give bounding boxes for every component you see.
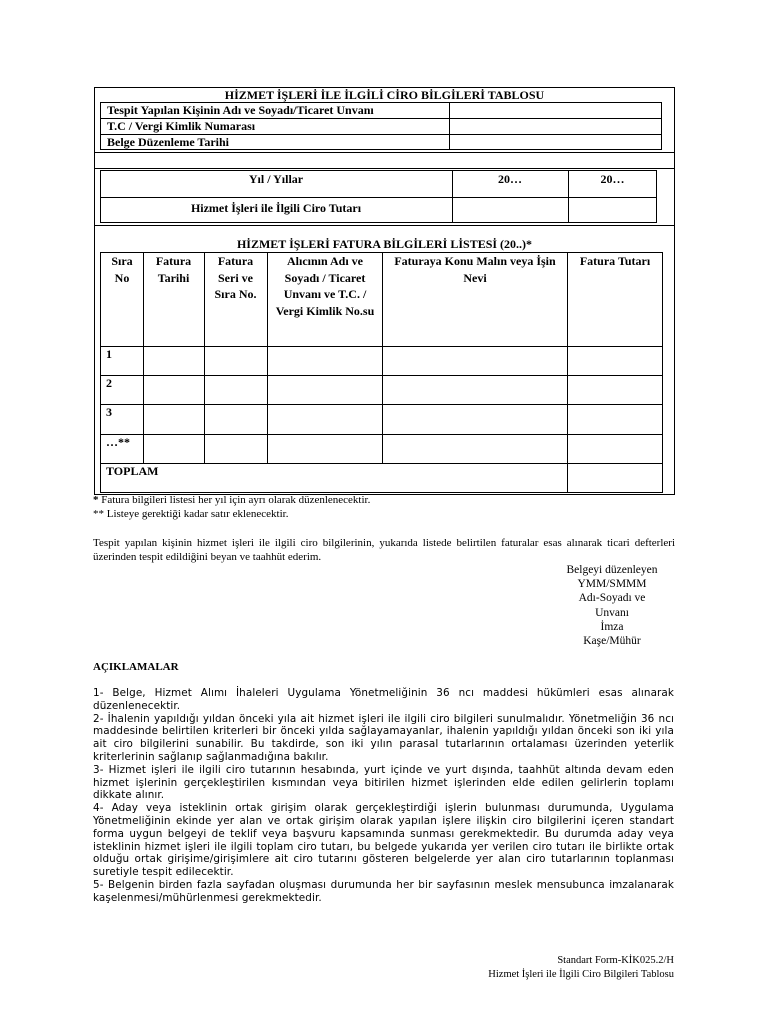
signature-line-5: İmza [600,620,624,633]
header-mal-nevi: Faturaya Konu Malın veya İşin Nevi [394,254,556,285]
signature-line-3: Adı-Soyadı ve [578,592,646,605]
header-fatura-tarihi: Fatura Tarihi [155,254,192,285]
explanation-item-2: 2- İhalenin yapıldığı yıldan önceki yıla ait hizmet işleri ile ilgili ciro bilgileri sunulmalıdır. Yönetmeliğin 36 ncı maddesinde belirtilen kriterleri bir önceki yılda sağlayamayanlar, ihalenin yapıldığı yıldan önceki son iki yıla ait ciro bilgilerini sunabilir. Bu takdirde, son iki yılın parasal tutarlarının ortalaması üzerinden yeterlik kriterlerinin sağlanıp sağlanmadığına bakılır. [93,712,674,763]
page-title: HİZMET İŞLERİ İLE İLGİLİ CİRO BİLGİLERİ TABLOSU [224,88,545,102]
explanation-item-3: 3- Hizmet işleri ile ilgili ciro tutarının hesabında, yurt içinde ve yurt dışında, taahhüt altında devam eden hizmet işlerinin gerçekleştirilen kısmından veya bitirilen hizmet işlerinden elde edilen gelirlerin toplamı dikkate alınır. [93,763,674,802]
info-label-date: Belge Düzenleme Tarihi [107,135,229,149]
explanation-item-5: 5- Belgenin birden fazla sayfadan oluşması durumunda her bir sayfasının meslek mensubunca imzalanarak kaşelenmesi/mühürlenmesi gerekmektedir. [93,878,674,904]
footnote-1-mark: * [93,494,99,506]
explanations-list [93,687,674,905]
row-label-1: 1 [106,347,112,361]
footnote-1 [93,494,370,507]
info-value-name[interactable] [454,103,659,117]
signature-line-4: Unvanı [595,606,629,619]
header-fatura-tutari: Fatura Tutarı [579,254,651,268]
signature-line-1: Belgeyi düzenleyen [566,564,658,576]
row-label-more: …** [106,435,130,449]
row-label-3: 3 [106,405,112,419]
info-value-date[interactable] [454,135,659,149]
year-2[interactable]: 20… [600,172,625,186]
signature-line-6: Kaşe/Mühür [583,635,641,648]
footnote-1-text: Fatura bilgileri listesi her yıl için ayrı olarak düzenlenecektir. [98,494,371,506]
total-label: TOPLAM [106,464,159,478]
row-label-2: 2 [106,376,112,390]
declaration-text: Tespit yapılan kişinin hizmet işleri ile ilgili ciro bilgilerinin, yukarıda listede belirtilen faturalar esas alınarak ticari defterleri üzerinden tespit edildiğini beyan ve taahhüt ederim. [93,537,675,563]
footer [374,954,674,981]
header-alici: Alıcının Adı ve Soyadı / Ticaret Unvanı ve T.C. / Vergi Kimlik No.su [275,254,375,318]
year-1[interactable]: 20… [498,172,522,186]
turnover-label: Hizmet İşleri ile İlgili Ciro Tutarı [190,201,362,215]
explanation-item-1: 1- Belge, Hizmet Alımı İhaleleri Uygulama Yönetmeliğinin 36 ncı maddesi hükümleri esas alınarak düzenlenecektir. [93,687,674,712]
info-label-name: Tespit Yapılan Kişinin Adı ve Soyadı/Ticaret Unvanı [107,103,374,117]
info-value-tax-id[interactable] [454,119,659,133]
signature-block [552,563,672,648]
turnover-year-2[interactable] [570,199,655,221]
explanation-item-4: 4- Aday veya isteklinin ortak girişim olarak gerçekleştirdiği işlerin bulunması durumunda, Uygulama Yönetmeliğinin ekinde yer alan ve ortak girişim olarak yapılan işlere ilişkin ciro bilgilerini içeren standart forma uygun belgeyi de teklif veya başvuru kapsamında sunması gerekmektedir. Bu durumda aday veya isteklinin hizmet işleri ile ilgili toplam ciro tutarı, bu belgede yukarıda yer verilen ciro tutarı ile birlikte ortak olduğu ortak girişime/girişimlere ait ciro tutarını gösteren belgelerde yer alan ciro tutarlarının toplanması suretiyle tespit edilecektir. [93,802,674,879]
explanations-title: AÇIKLAMALAR [93,661,179,673]
info-label-tax-id: T.C / Vergi Kimlik Numarası [107,119,256,133]
signature-line-2: YMM/SMMM [577,578,647,591]
header-sira-no: Sıra No [111,254,133,285]
header-seri-sira-no: Fatura Seri ve Sıra No. [214,254,257,301]
footer-form-code: Standart Form-KİK025.2/H [557,955,674,966]
turnover-year-1[interactable] [454,199,566,221]
footnote-2: ** Listeye gerektiği kadar satır eklenecektir. [93,508,289,520]
invoice-list-title: HİZMET İŞLERİ FATURA BİLGİLERİ LİSTESİ (20..)* [236,237,533,251]
footer-form-name: Hizmet İşleri ile İlgili Ciro Bilgileri Tablosu [488,968,674,980]
years-label: Yıl / Yıllar [248,172,304,186]
